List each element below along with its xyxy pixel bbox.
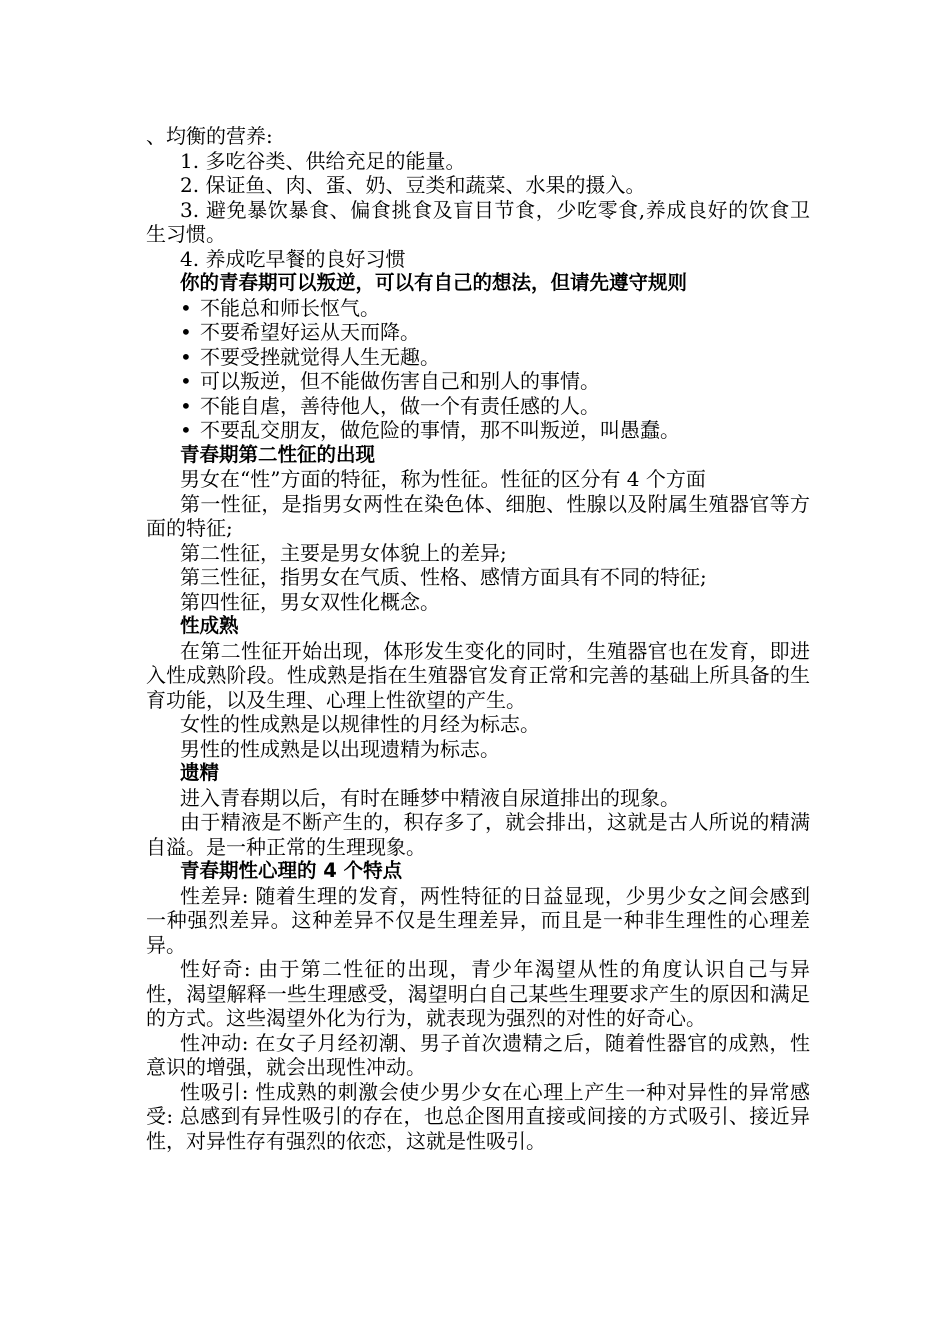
- nutrition-item: 4. 养成吃早餐的良好习惯: [180, 246, 406, 271]
- rule-text: 不能自虐，善待他人，做一个有责任感的人。: [200, 393, 600, 418]
- list-item: [146, 369, 810, 394]
- list-item: [146, 394, 810, 419]
- rule-text: 可以叛逆，但不能做伤害自己和别人的事情。: [200, 369, 600, 393]
- paragraph: 性好奇: 由于第二性征的出现，青少年渴望从性的角度认识自己与异性，渴望解释一些生理感受，渴望明白自己某些生理要求产生的原因和满足的方式。这些渴望外化为行为，就表现为强烈的对性的好奇心。: [146, 957, 810, 1030]
- list-item: [146, 418, 810, 443]
- paragraph: 由于精液是不断产生的，积存多了，就会排出，这就是古人所说的精满自溢。是一种正常的生理现象。: [146, 810, 810, 859]
- paragraph: 性差异: 随着生理的发育，两性特征的日益显现，少男少女之间会感到一种强烈差异。这种差异不仅是生理差异，而且是一种非生理性的心理差异。: [146, 883, 810, 957]
- paragraph: 进入青春期以后，有时在睡梦中精液自尿道排出的现象。: [180, 785, 680, 810]
- paragraph: 第四性征，男女双性化概念。: [180, 589, 440, 614]
- section-heading-secondary-traits: 青春期第二性征的出现: [180, 442, 376, 466]
- nutrition-item: 3. 避免暴饮暴食、偏食挑食及盲目节食，少吃零食,养成良好的饮食卫生习惯。: [146, 197, 810, 246]
- bullet-icon: •: [180, 393, 192, 418]
- nutrition-list: [146, 149, 810, 272]
- rules-list: [146, 296, 810, 443]
- paragraph: 性冲动: 在女子月经初潮、男子首次遗精之后，随着性器官的成熟，性意识的增强，就会出现性冲动。: [146, 1030, 810, 1079]
- bullet-icon: •: [180, 295, 192, 320]
- paragraph: 男性的性成熟是以出现遗精为标志。: [180, 736, 500, 761]
- paragraph: 在第二性征开始出现，体形发生变化的同时，生殖器官也在发育，即进入性成熟阶段。性成熟是指在生殖器官发育正常和完善的基础上所具备的生育功能，以及生理、心理上性欲望的产生。: [146, 638, 810, 712]
- document-page: [146, 124, 810, 1153]
- paragraph: 性吸引: 性成熟的刺激会使少男少女在心理上产生一种对异性的异常感受: 总感到有异性吸引的存在，也总企图用直接或间接的方式吸引、接近异性，对异性存有强烈的依恋，这就是性吸引。: [146, 1079, 810, 1153]
- section-heading-psychology: 青春期性心理的 4 个特点: [180, 859, 403, 882]
- paragraph: 女性的性成熟是以规律性的月经为标志。: [180, 712, 540, 736]
- intro-line: 、均衡的营养:: [146, 124, 273, 148]
- nutrition-item: 1. 多吃谷类、供给充足的能量。: [180, 148, 466, 173]
- paragraph: 第一性征，是指男女两性在染色体、细胞、性腺以及附属生殖器官等方面的特征;: [146, 491, 810, 540]
- bullet-icon: •: [180, 369, 192, 393]
- list-item: [146, 320, 810, 345]
- paragraph: 男女在“性”方面的特征，称为性征。性征的区分有 4 个方面: [180, 467, 706, 491]
- bullet-icon: •: [180, 418, 192, 442]
- rule-text: 不要受挫就觉得人生无趣。: [200, 344, 440, 369]
- list-item: [146, 296, 810, 321]
- rule-text: 不要乱交朋友，做危险的事情，那不叫叛逆，叫愚蠢。: [200, 418, 680, 442]
- nutrition-item: 2. 保证鱼、肉、蛋、奶、豆类和蔬菜、水果的摄入。: [180, 173, 646, 197]
- section-heading-emission: 遗精: [180, 761, 220, 784]
- rule-text: 不要希望好运从天而降。: [200, 320, 420, 344]
- bullet-icon: •: [180, 320, 192, 344]
- rule-text: 不能总和师长怄气。: [200, 295, 380, 320]
- rules-heading: 你的青春期可以叛逆，可以有自己的想法，但请先遵守规则: [180, 271, 688, 294]
- list-item: [146, 345, 810, 370]
- section-heading-maturity: 性成熟: [180, 614, 239, 637]
- paragraph: 第二性征，主要是男女体貌上的差异;: [180, 540, 507, 565]
- paragraph: 第三性征，指男女在气质、性格、感情方面具有不同的特征;: [180, 565, 707, 589]
- bullet-icon: •: [180, 344, 192, 369]
